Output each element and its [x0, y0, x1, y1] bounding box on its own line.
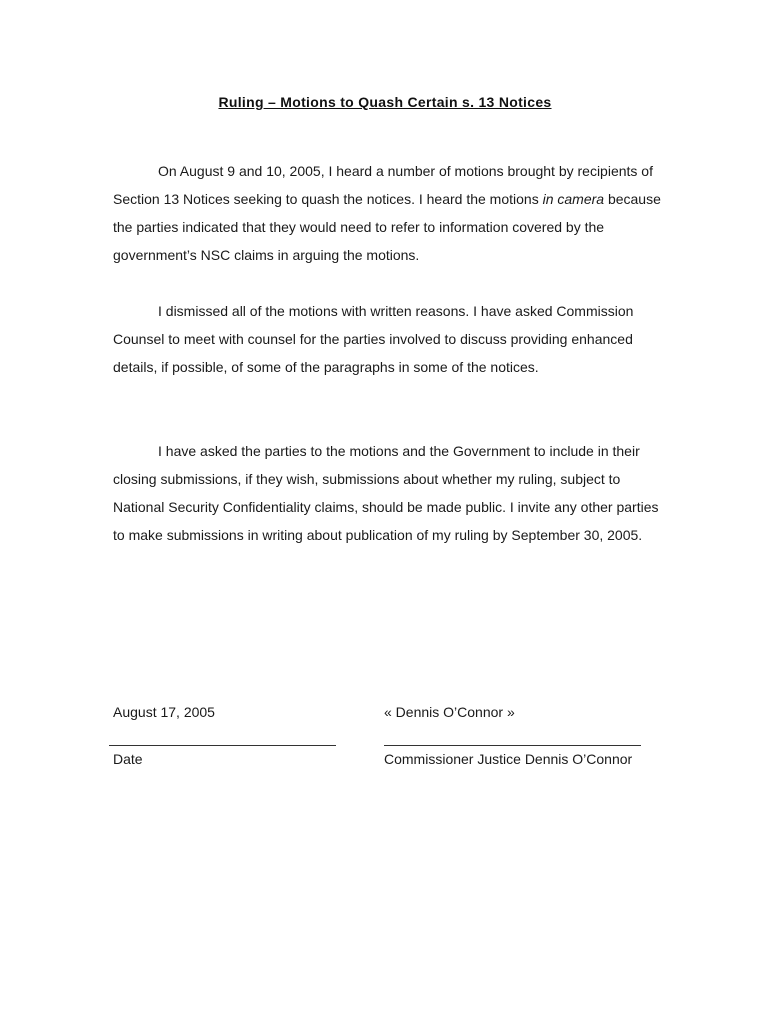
paragraph-closing-submissions [113, 437, 673, 549]
date-signature-line [109, 745, 336, 746]
signer-signature-line [384, 745, 641, 746]
paragraph-motions-heard [113, 157, 673, 269]
paragraph3-text: I have asked the parties to the motions and the Government to include in their closing submissions, if they wish, submissions about whether my ruling, subject to National Security Confidentiality claims, should be made public. I invite any other parties to make submissions in writing about publication of my ruling by September 30, 2005. [113, 443, 659, 543]
signature-date-value: August 17, 2005 [113, 704, 215, 720]
signature-signer-value: « Dennis O’Connor » [384, 704, 515, 720]
paragraph2-text: I dismissed all of the motions with written reasons. I have asked Commission Counsel to meet with counsel for the parties involved to discuss providing enhanced details, if possible, of some of the paragraphs in some of the notices. [113, 303, 634, 375]
signature-signer-label: Commissioner Justice Dennis O’Connor [384, 751, 633, 767]
paragraph1-text-end: because the parties indicated that they would need to refer to information covered by the government’s NSC claims in arguing the motions. [113, 191, 661, 263]
paragraph1-italic-term: in camera [542, 191, 605, 207]
paragraph-motions-dismissed [113, 297, 673, 381]
paragraph1-text-start: On August 9 and 10, 2005, I heard a number of motions brought by recipients of Section 13 Notices seeking to quash the notices. I heard the motions [113, 163, 653, 207]
signature-date-label: Date [113, 751, 143, 767]
document-title: Ruling – Motions to Quash Certain s. 13 Notices [218, 94, 552, 110]
